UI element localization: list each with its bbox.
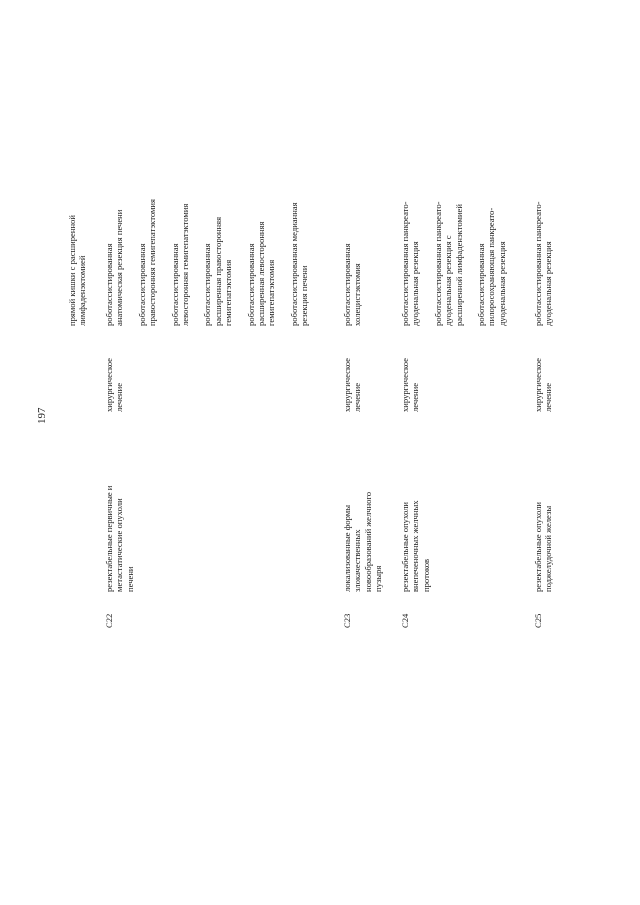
diagnosis-cell (533, 502, 554, 592)
method-line: левосторонняя гемигепатэктомия (180, 203, 191, 326)
method-line: роботассистированная (245, 243, 256, 326)
method-line: лимфаденэктомией (77, 255, 88, 326)
diagnosis-cell-line: локализованные формы (342, 505, 352, 592)
method-line: резекция печени (299, 265, 310, 326)
treatment-type-cell-line: хирургическое (400, 358, 410, 412)
method-line: роботассистированная (104, 243, 114, 326)
diagnosis-cell (400, 500, 431, 592)
method-line: расширенная правосторонняя (212, 216, 223, 326)
method-cell (67, 215, 88, 326)
method-line: гемигепатэктомия (266, 259, 277, 326)
diagnosis-cell-line: метастатические опухоли (114, 498, 125, 592)
icd-code: C22 (104, 613, 114, 628)
method-line: роботассистированная панкреато- (400, 201, 410, 326)
method-line: пилоросохраняющая панкреато- (486, 207, 497, 326)
method-line: роботассистированная панкреато- (533, 201, 543, 326)
method-line: гемигепатэктомия (223, 259, 234, 326)
icd-code: C23 (342, 613, 352, 628)
icd-code: C24 (400, 613, 410, 628)
treatment-type-cell-line: хирургическое (533, 358, 543, 412)
treatment-type-cell-line: лечение (114, 382, 125, 412)
page-number: 197 (36, 407, 48, 424)
method-line: роботассистированная (342, 243, 352, 326)
method-line: роботассистированная (136, 243, 147, 326)
diagnosis-cell-line: печени (124, 566, 135, 592)
treatment-type-cell (104, 358, 125, 412)
treatment-type-cell-line: лечение (543, 382, 554, 412)
treatment-type-cell-line: хирургическое (104, 358, 114, 412)
icd-code: C25 (533, 613, 543, 628)
method-line: дуоденальная резекция (543, 241, 554, 326)
diagnosis-cell-line: поджелудочной железы (543, 505, 554, 592)
method-line: роботассистированная панкреато- (432, 201, 443, 326)
diagnosis-cell-line: резектабельные опухоли (400, 501, 410, 592)
method-line: дуоденальная резекция (496, 241, 507, 326)
treatment-type-cell (342, 358, 363, 412)
diagnosis-cell-line: резектабельные опухоли (533, 501, 543, 592)
method-line: анатомическая резекция печени (114, 209, 125, 326)
method-line: прямой кишки с расширенной (67, 215, 77, 326)
diagnosis-cell-line: новообразований желчного (362, 491, 373, 592)
method-cell (400, 202, 507, 326)
method-line: дуоденальная резекция (410, 241, 421, 326)
method-line: роботассистированная (202, 243, 213, 326)
treatment-type-cell-line: хирургическое (342, 358, 352, 412)
method-line: расширенная левосторонняя (256, 221, 267, 326)
method-line: дуоденальная резекция с (443, 235, 454, 326)
diagnosis-cell-line: протоков (420, 558, 431, 592)
method-cell (533, 202, 554, 326)
method-line: роботассистированная (169, 243, 180, 326)
treatment-type-cell (533, 358, 554, 412)
treatment-type-cell-line: лечение (352, 382, 363, 412)
method-line: холецистэктомия (352, 263, 363, 326)
diagnosis-cell-line: резектабельные первичные и (104, 485, 114, 592)
treatment-type-cell (400, 358, 421, 412)
diagnosis-cell-line: пузыря (373, 565, 384, 592)
diagnosis-cell-line: злокачественных (352, 529, 363, 592)
method-cell (342, 243, 363, 326)
method-cell (104, 199, 310, 326)
diagnosis-cell-line: внепеченочных желчных (410, 500, 421, 592)
diagnosis-cell (104, 486, 135, 592)
diagnosis-cell (342, 492, 384, 592)
method-line: роботассистированная медианная (288, 202, 299, 326)
method-line: расширенной лимфаденэктомией (453, 204, 464, 326)
method-line: правосторонняя гемигепатэктомия (147, 199, 158, 326)
treatment-type-cell-line: лечение (410, 382, 421, 412)
method-line: роботассистированная (476, 243, 487, 326)
